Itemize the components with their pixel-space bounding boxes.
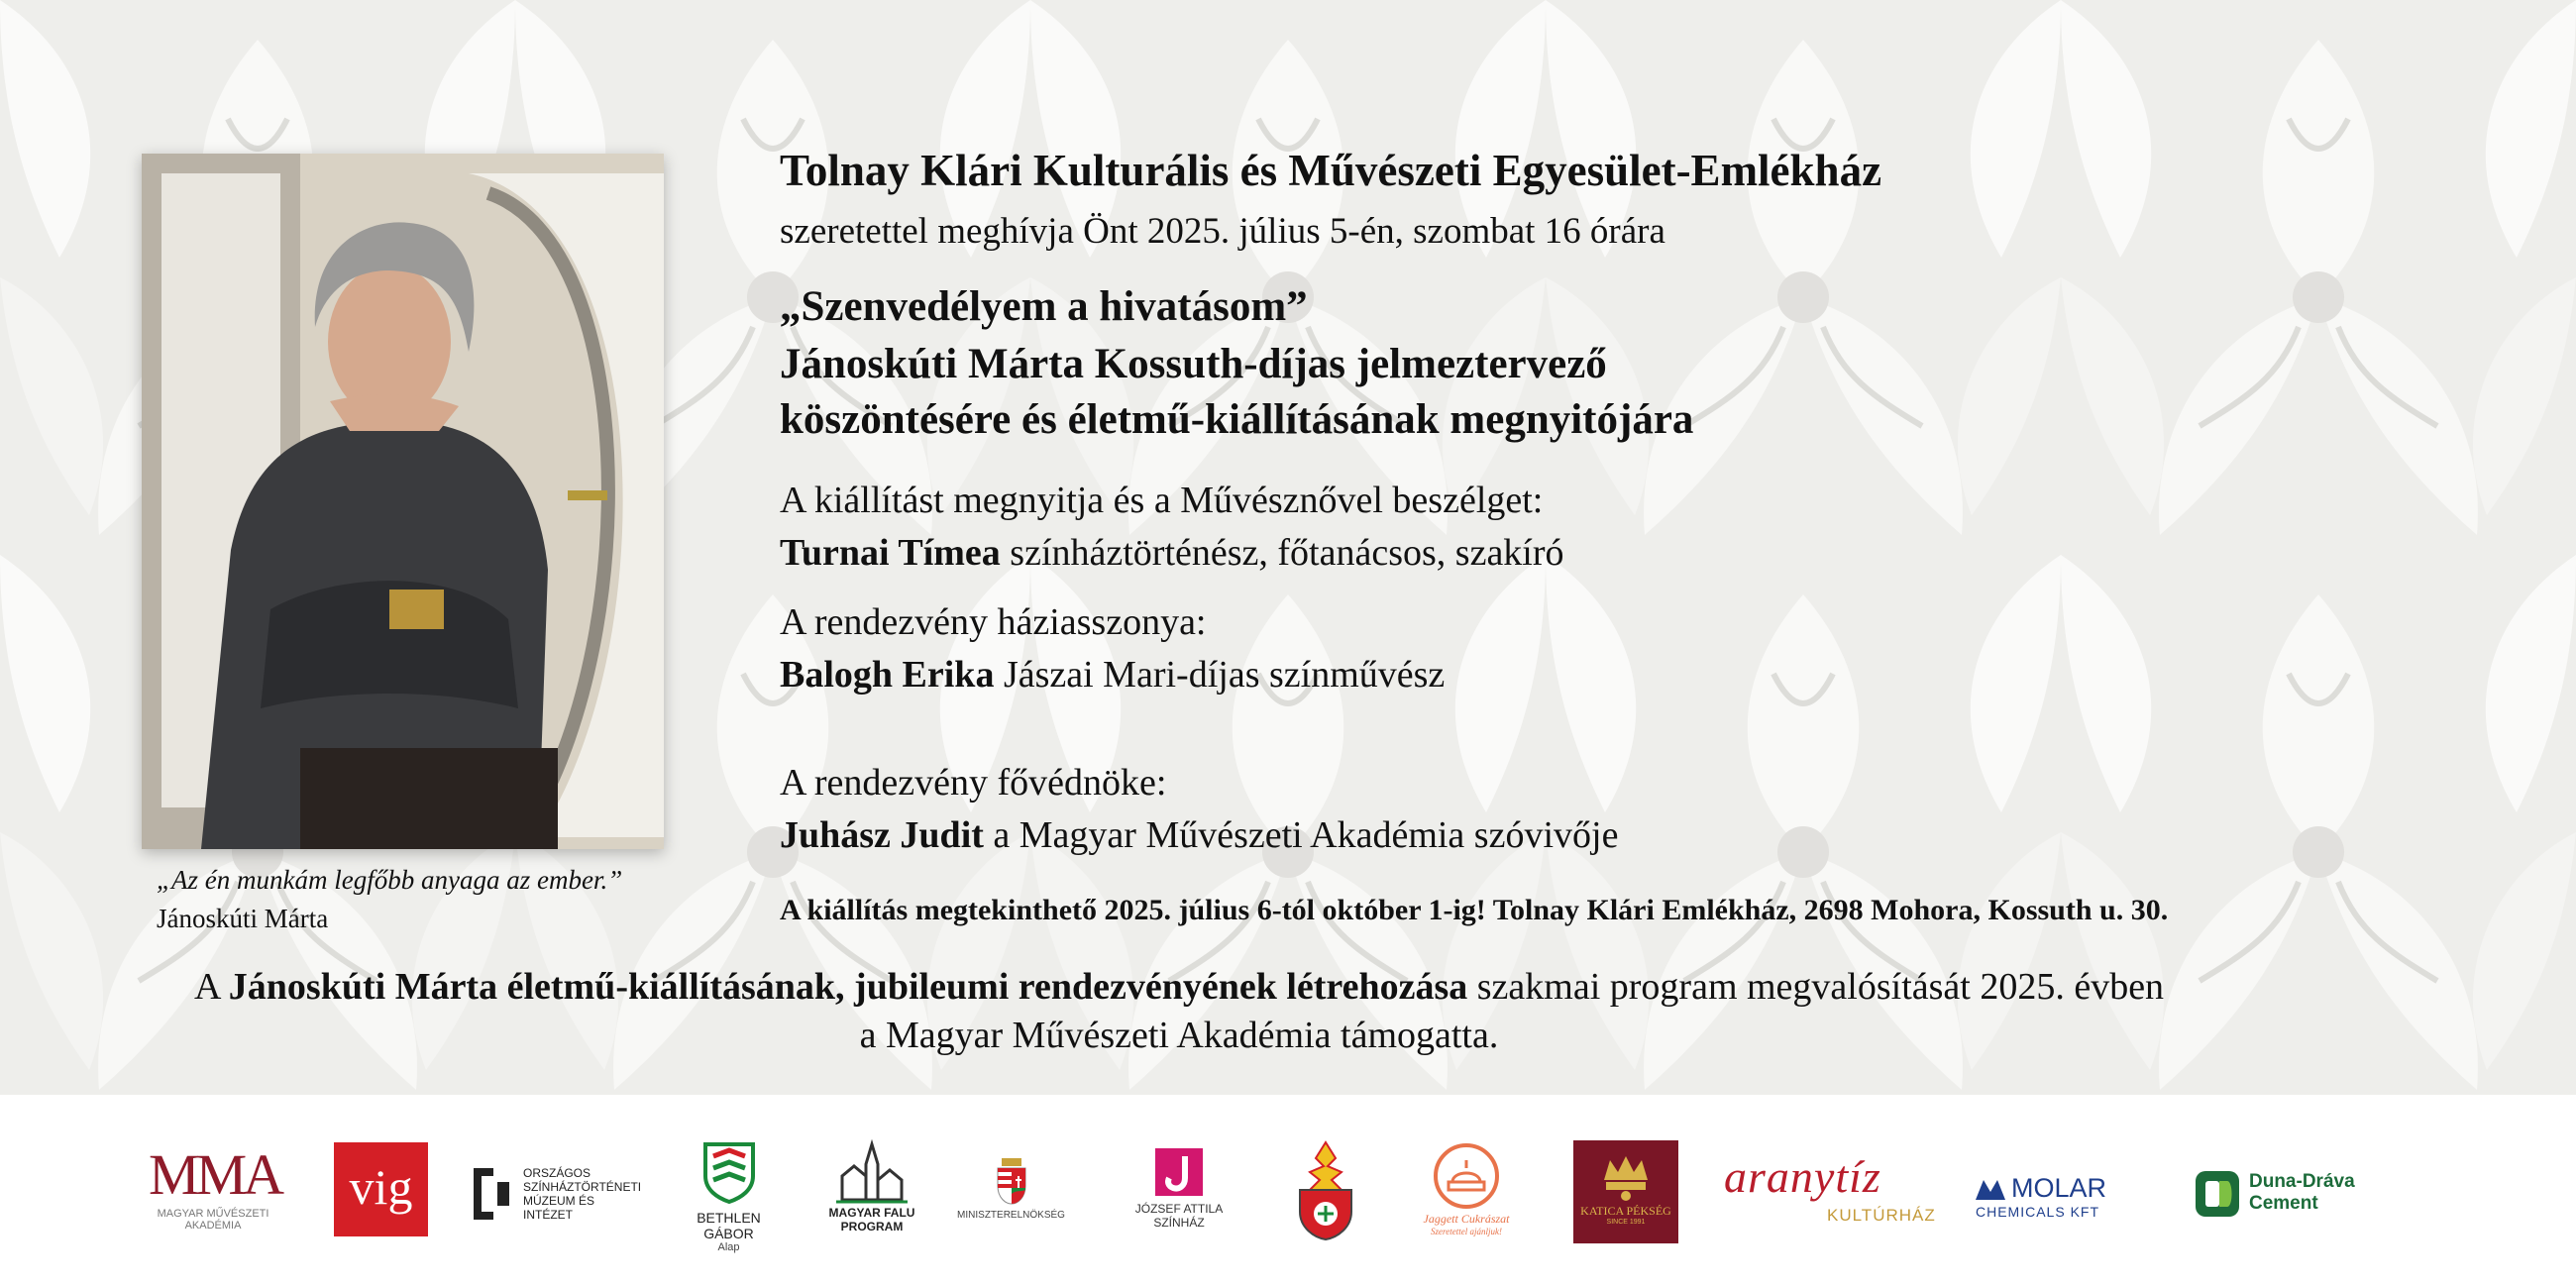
jozsef-attila-szinhaz-logo bbox=[1129, 1148, 1229, 1230]
patron-line bbox=[780, 813, 1618, 857]
jozsef-line-1: JÓZSEF ATTILA bbox=[1134, 1202, 1224, 1216]
municipal-crest-logo bbox=[1288, 1138, 1363, 1241]
event-title-line-1: „Szenvedélyem a hivatásom” bbox=[780, 283, 1308, 330]
host-name: Balogh Erika bbox=[780, 654, 995, 696]
jozsef-attila-mark-icon bbox=[1155, 1148, 1203, 1196]
duna-line-1: Duna-Dráva bbox=[2249, 1171, 2355, 1192]
katica-line-1: KATICA PÉKSÉG bbox=[1580, 1204, 1671, 1218]
vig-wordmark: vig bbox=[349, 1159, 413, 1215]
patron-name: Juhász Judit bbox=[780, 814, 984, 856]
support-suffix: szakmai program megvalósítását 2025. évben bbox=[1467, 966, 2165, 1008]
miniszterelnokseg-logo bbox=[949, 1156, 1073, 1221]
magyar-falu-program-logo bbox=[822, 1136, 921, 1234]
cake-icon bbox=[1433, 1142, 1500, 1210]
photo-caption-quote: „Az én munkám legfőbb anyaga az ember.” bbox=[157, 865, 623, 895]
katica-crown-icon bbox=[1596, 1150, 1656, 1202]
bethlen-line-2: Alap bbox=[717, 1241, 740, 1253]
oszmi-line-4: INTÉZET bbox=[523, 1208, 573, 1222]
exhibition-dates: A kiállítás megtekinthető 2025. július 6-tól október 1-ig! Tolnay Klári Emlékház, 2698 Mohora, Kossuth u. 30. bbox=[780, 894, 2169, 926]
bethlen-line-1: BETHLEN GÁBOR bbox=[697, 1210, 761, 1241]
aranytiz-kulturhaz: KULTÚRHÁZ bbox=[1827, 1206, 1936, 1225]
hungarian-coat-of-arms-icon bbox=[996, 1156, 1027, 1206]
molar-line-1: MOLAR bbox=[2011, 1173, 2107, 1203]
jaggett-cukraszat-logo bbox=[1417, 1142, 1516, 1236]
oszmi-line-3: MÚZEUM ÉS bbox=[523, 1194, 594, 1208]
molar-mark-icon bbox=[1976, 1178, 2005, 1200]
katica-pekseg-logo bbox=[1573, 1140, 1678, 1243]
patron-intro: A rendezvény fővédnöke: bbox=[780, 762, 1167, 804]
aranytiz-kulturhaz-logo bbox=[1724, 1150, 1937, 1234]
photo-caption-author: Jánoskúti Márta bbox=[157, 904, 329, 933]
duna-line-2: Cement bbox=[2249, 1193, 2318, 1214]
oszmi-mark-icon bbox=[470, 1164, 515, 1224]
opener-line bbox=[780, 531, 1564, 575]
molar-line-2: CHEMICALS KFT bbox=[1976, 1204, 2100, 1220]
invite-line: szeretettel meghívja Önt 2025. július 5-én, szombat 16 órára bbox=[780, 211, 1665, 252]
crest-icon bbox=[1288, 1138, 1363, 1241]
vig-logo bbox=[334, 1142, 428, 1236]
opener-intro: A kiállítást megnyitja és a Művésznővel beszélget: bbox=[780, 480, 1544, 521]
mma-name-line-2: AKADÉMIA bbox=[184, 1220, 242, 1232]
bethlen-gabor-logo bbox=[672, 1140, 786, 1253]
patron-role: a Magyar Művészeti Akadémia szóvivője bbox=[983, 814, 1619, 856]
event-title-line-2: Jánoskúti Márta Kossuth-díjas jelmeztervező bbox=[780, 341, 1607, 387]
opener-role: színháztörténész, főtanácsos, szakíró bbox=[1000, 532, 1564, 574]
host-intro: A rendezvény háziasszonya: bbox=[780, 601, 1207, 643]
portrait-illustration bbox=[142, 154, 664, 849]
host-role: Jászai Mari-díjas színművész bbox=[994, 654, 1446, 696]
oszmi-line-2: SZÍNHÁZTÖRTÉNETI bbox=[523, 1180, 642, 1194]
support-bold: Jánoskúti Márta életmű-kiállításának, jubileumi rendezvényének létrehozása bbox=[228, 966, 1468, 1008]
oszmi-line-1: ORSZÁGOS bbox=[523, 1166, 591, 1180]
jaggo-line-1: Jaggett Cukrászat bbox=[1423, 1212, 1510, 1226]
katica-line-2: SINCE 1991 bbox=[1606, 1219, 1646, 1226]
support-line-1 bbox=[0, 965, 2467, 1009]
jaggo-line-2: Szeretettel ajánljuk! bbox=[1431, 1227, 1502, 1236]
bethlen-shield-icon bbox=[701, 1140, 757, 1204]
support-line-2: a Magyar Művészeti Akadémia támogatta. bbox=[859, 1015, 1499, 1056]
mma-name-line-1: MAGYAR MŰVÉSZETI bbox=[157, 1208, 269, 1220]
mfp-line-2: PROGRAM bbox=[840, 1220, 904, 1234]
mma-mark: MMA bbox=[149, 1142, 281, 1207]
portrait-photo bbox=[142, 154, 664, 849]
mfp-line-1: MAGYAR FALU bbox=[828, 1206, 915, 1220]
village-church-icon bbox=[832, 1136, 912, 1206]
mma-logo bbox=[149, 1142, 281, 1232]
opener-name: Turnai Tímea bbox=[780, 532, 1001, 574]
support-prefix: A bbox=[193, 966, 229, 1008]
host-line bbox=[780, 653, 1445, 697]
organization-title: Tolnay Klári Kulturális és Művészeti Egyesület-Emlékház bbox=[780, 146, 1882, 195]
duna-drava-mark-icon bbox=[2194, 1169, 2241, 1219]
jozsef-line-2: SZÍNHÁZ bbox=[1153, 1216, 1205, 1230]
meh-label: MINISZTERELNÖKSÉG bbox=[957, 1210, 1065, 1221]
event-title-line-3: köszöntésére és életmű-kiállításának megnyitójára bbox=[780, 396, 1694, 443]
aranytiz-script: aranytíz bbox=[1724, 1151, 1881, 1202]
sponsor-logo-strip bbox=[0, 1095, 2576, 1288]
